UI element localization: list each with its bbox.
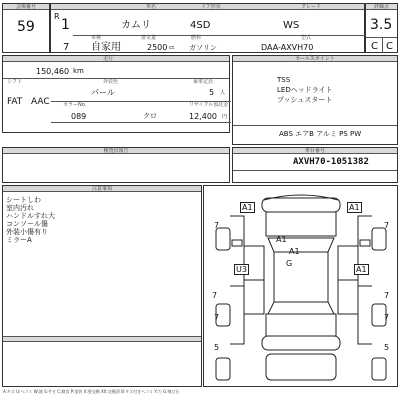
mark-hood: A1 — [276, 235, 287, 244]
mark-roof: A1 — [289, 247, 300, 256]
equipment: ABS エアB アルミ PS PW — [279, 130, 362, 138]
lot-label: 会場番号 — [3, 4, 49, 10]
equipment-divider — [233, 125, 397, 126]
mark-rear-left: 5 — [214, 343, 220, 352]
label-score: 評価点 — [366, 4, 397, 10]
note-6: ミラーA — [6, 236, 32, 244]
interior-color: クロ — [143, 112, 157, 120]
car-name: カムリ — [121, 20, 151, 31]
recycle-fee: 12,400 — [189, 112, 217, 121]
sales-points-title: セールスポイント — [233, 56, 397, 62]
exterior-score: C — [386, 41, 393, 52]
header-divider — [73, 35, 365, 36]
sales-point-3: プッシュスタート — [277, 96, 333, 104]
lot-box — [2, 3, 50, 53]
label-colorno: カラーNo. — [63, 102, 87, 108]
score-value: 3.5 — [370, 17, 393, 33]
mark-front-left: A1 — [242, 203, 253, 212]
sales-point-2: LEDヘッドライト — [277, 86, 333, 94]
score-box — [365, 3, 398, 53]
lot-number: 59 — [17, 19, 35, 35]
label-door: ドア形状 — [201, 4, 221, 10]
reg-year: 1 — [61, 17, 70, 33]
label-shaken: 車検 — [91, 35, 102, 41]
transmission: FAT — [7, 97, 23, 107]
chassis-number: AXVH70-1051382 — [293, 157, 369, 167]
body-type: 4SD — [190, 20, 211, 31]
score-split — [382, 37, 383, 53]
r-mark: R — [54, 12, 60, 21]
fuel: ガソリン — [189, 44, 217, 52]
mark-right-door: A1 — [356, 265, 367, 274]
notes-bottom-bar — [3, 336, 201, 342]
label-make: 車名 — [146, 4, 157, 10]
capacity: 5 — [209, 88, 215, 97]
sales-points-box — [232, 55, 398, 145]
note-4: コンソール傷 — [6, 220, 48, 228]
interior-score: C — [371, 41, 378, 52]
chassis-divider — [233, 170, 397, 171]
recycle-unit: 円 — [222, 114, 228, 120]
inspector-box — [2, 147, 230, 183]
mark-left-door: U3 — [236, 265, 247, 274]
mark-left-sill: 7 — [214, 313, 220, 322]
note-2: 室内汚れ — [6, 204, 34, 212]
mark-rear-right: 5 — [384, 343, 390, 352]
label-mission: シフト — [7, 79, 23, 85]
label-fuel: 燃料 — [191, 35, 202, 41]
label-recycle: リサイクル預託金 — [189, 102, 229, 108]
mark-right-rear: 7 — [384, 291, 390, 300]
sales-point-1: TSS — [277, 76, 291, 84]
mark-g: G — [286, 259, 293, 268]
note-5: 外装小傷有り — [6, 228, 48, 236]
damage-diagram — [203, 185, 398, 387]
label-capacity: 乗車定員 — [193, 79, 214, 85]
usage: 自家用 — [91, 42, 121, 53]
chassis-box — [232, 147, 398, 183]
legend: A:キズ U:ヘコミ W:波 S:サビ C:腐食 P:塗装 X:要交換 XX:交換済 B:キズ付きヘコミ Y:穴 G:飛び石 — [3, 389, 180, 394]
car-outline — [204, 186, 399, 388]
label-model: 型式 — [301, 35, 312, 41]
color: パール — [91, 88, 115, 97]
label-color: 外装色 — [103, 79, 119, 85]
label-grade: グレード — [301, 4, 322, 10]
mileage-display: 150,460 — [36, 67, 70, 76]
cc-unit: cc — [169, 45, 175, 51]
grade-value: WS — [283, 20, 300, 31]
specs-row-3 — [51, 122, 231, 123]
mileage-unit: km — [73, 67, 84, 75]
mark-front-right: A1 — [349, 203, 360, 212]
note-3: ハンドルすれ大 — [6, 212, 55, 220]
color-code: 089 — [71, 112, 87, 121]
mark-right-front: 7 — [384, 221, 390, 230]
notes-box — [2, 185, 202, 387]
mark-left-front: 7 — [214, 221, 220, 230]
mark-left-rear: 7 — [212, 291, 218, 300]
displacement: 2500 — [147, 43, 168, 52]
model-code: DAA-AXVH70 — [261, 43, 314, 52]
mark-right-sill: 7 — [384, 313, 390, 322]
vehicle-header-box — [50, 3, 365, 53]
inspector-title: 検査員報告 — [3, 148, 229, 154]
specs-header — [3, 56, 229, 62]
capacity-unit: 人 — [220, 90, 226, 96]
chassis-title: 車台番号 — [233, 148, 397, 154]
note-1: シートしわ — [6, 196, 41, 204]
label-displacement: 排気量 — [141, 35, 157, 41]
label-mileage: 走行 — [103, 56, 114, 62]
notes-title: 注意事項 — [3, 186, 201, 192]
reg-month: 7 — [63, 42, 70, 53]
air-con: AAC — [31, 97, 50, 107]
